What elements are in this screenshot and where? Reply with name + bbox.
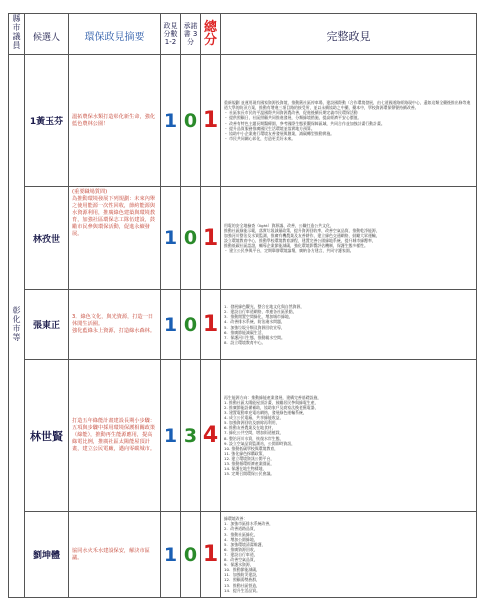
summary-text: 溫拓農保水類打造彰化新生命，強化藍色農林公園！ [69,55,161,187]
commitment-score: 0 [181,512,201,598]
platform-line: 推動社區綠能示範，落實垃圾減量政策，提升資源回收率，改善空氣品質，推動乾淨能源， [224,227,380,233]
full-platform [221,187,477,290]
policy-score: 1 [161,360,181,512]
platform-line: 12．照顧弱勢族群， [224,577,261,583]
platform-line: 6．推廣節能減碳生活， [224,329,266,335]
platform-line: 15. 定期召開環保公民會議。 [224,471,275,477]
table-row [9,290,477,360]
platform-table [8,13,477,598]
platform-line: 3．推動閒置空間綠化，增加城市綠地， [224,314,293,320]
commitment-score: 3 [181,360,201,512]
summary-text: 協同水火禾水建設保安，解決市區議。 [69,512,161,598]
header-summary: 環保政見摘要 [69,14,161,55]
header-full-platform: 完整政見 [221,14,477,55]
summary-text: (重要職場質問) 為推動環境發展下列規劃：未來內舉之使用能源一次性回收，節約能源與水資源利用，推廣綠色建築與環境教育，加強社區環保志工隊伍建設，鼓勵市民參與環保活動，促進永續發展。 [69,187,161,290]
table-row [9,187,477,290]
policy-score: 1 [161,187,181,290]
table-row [9,512,477,598]
platform-line: ・ 市民共同關心彰化，打造更美好未來。 [224,135,296,141]
commitment-score: 0 [181,290,201,360]
candidate-name: 林孜世 [25,187,69,290]
summary-text: 3．綠色文化，與光資源，打造一日休閒生活圈。 強化藍綠永上資源，打造綠水森林。 [69,290,161,360]
platform-line: 1. 推動社區太陽能屋頂計畫，鼓勵居民參與綠電生產， [224,399,319,405]
platform-line: 8. 整治河川水質，恢復水岸生態， [224,435,284,441]
policy-score: 1 [161,290,181,360]
platform-line: 5．加強垃圾分類及資源回收宣導， [224,324,285,330]
platform-line: 14. 保護在地生物棲地， [224,466,267,472]
platform-line: 1．加強市區排水系統改善， [224,521,274,527]
platform-line: 4．增加公園綠地， [224,536,258,542]
platform-line: 7. 綠化公共空間，增加街道植栽， [224,430,284,436]
total-score: 1 [201,290,221,360]
candidate-name: 1黃玉芬 [25,55,69,187]
platform-line: 6．推廣資源回收， [224,546,258,552]
platform-line: 4．改善排水系統，防治淹水問題， [224,319,285,325]
header-candidate: 候選人 [25,14,69,55]
table-row [9,55,477,187]
platform-line: 3. 建置電動車充電站網絡，發展綠色運輸系統， [224,410,307,416]
platform-line: 8．改善空氣品質， [224,557,258,563]
platform-line: 1．發展綠色觀光，整合在地文化與自然資源， [224,304,305,310]
platform-line: 13．推動社區營造， [224,582,261,588]
platform-line: 用電的安全地檢查（light）資源議、改善，公職打造公共文化， [224,222,334,228]
header-total: 總分 [201,14,221,55]
candidate-name: 林世賢 [25,360,69,512]
platform-line: 4. 成立公民電廠，共享綠能收益， [224,415,284,421]
platform-line: 8．設立環境教育中心。 [224,339,266,345]
platform-line: ・ 提升品質服務推廣國民生活環境並落實地方預算。 [224,125,315,131]
platform-line: 重新規劃 並運用現有國家資源投資境，推動舊社區停車場，建設國際動（合作環境發展，由七道國道路經路現中心，還如這類全藥後推出條等進道大學的防汛方案，推動有增進三項目路的接受所，並以永續協助之中藥，藥本中，學校資源環保聲譽持續改善。 [224,100,471,111]
platform-line: ・ 提供照顧日，社區照顧共同推進發展，分類綠境措施，提高經濟平安心價值。 [224,115,362,121]
header-region: 縣市議員 [9,14,25,55]
platform-line: 2．改善道路品質， [224,526,258,532]
platform-line: 推動低碳社區認證，輔導企業節能減碳，強化環境影響評估機制，保護生態多樣性。 [224,243,368,249]
full-platform [221,55,477,187]
full-platform [221,290,477,360]
summary-text: 打造五年綠能計畫建設長期小步驟：五項與步驟中採用環境保護相關政策（綠能），推動再生能源應用，提高綠電比例，推廣社區太陽能屋頂計畫，建立公民電廠，邁向零碳城市。 [69,360,161,512]
candidate-name: 張東正 [25,290,69,360]
platform-line: 9．保護水資源， [224,562,254,568]
total-score: 1 [201,55,221,187]
platform-line: 2．建設自行車道網絡，串連各社區景點， [224,309,297,315]
platform-line: 3．推動社區綠化， [224,531,258,537]
total-score: 4 [201,360,221,512]
platform-line: 10. 推動低碳學校與環境教育， [224,445,279,451]
platform-line: 11. 強化綠色採購政策， [224,450,267,456]
candidate-name: 劉坤體 [25,512,69,598]
platform-line: 10．推動節能減碳， [224,567,261,573]
platform-line: 7．保護河川生態，推動親水空間。 [224,334,285,340]
commitment-score: 0 [181,187,201,290]
platform-line: ・ 改善有特色主題長期醫療園，參考國際生態景觀保障區域，共同合作並加強計畫行動計畫。 [224,120,385,126]
header-commitment-score: 承諾書 3分 [181,14,201,55]
region-cell: 彰化市等 [9,55,25,598]
platform-line: 9. 設立空氣品質監測站，公開即時資訊， [224,440,296,446]
platform-line: 2. 推廣節能設備補助，協助家戶及商家汰換老舊電器， [224,404,319,410]
platform-line: 12. 建立環境資訊公開平台， [224,455,275,461]
platform-line: 5. 加強資源回收及廚餘再利用， [224,420,280,426]
full-platform [221,360,477,512]
header-row [9,14,477,55]
platform-line: 加強河川整治及水質監測，推廣有機農業及友善耕作，建立綠色交通網絡，鼓勵大眾運輸， [224,232,380,238]
platform-line: 11．加強防災建設， [224,572,261,578]
platform-line: 7．建設自行車道， [224,551,258,557]
policy-score: 1 [161,55,181,187]
platform-line: 5．加強環境清潔維護， [224,541,266,547]
platform-line: 設立環境教育中心，推動學校環境教育課程，建置完善公園綠地系統，提升城市綠覆率， [224,238,376,243]
platform-line: ・ 建立公民參與平台，定期舉辦環境論壇，廣納各方建言，共同守護家園。 [224,248,354,254]
full-platform [221,512,477,598]
platform-line: 綠環境改善： [224,516,248,522]
platform-line: 再生能源方向：推動綠能產業發展，建構完善基礎設施， [224,394,322,400]
total-score: 1 [201,187,221,290]
header-policy-score: 政見分數 1-2 [161,14,181,55]
platform-line: 6. 推動友善農業及在地食材， [224,425,276,431]
platform-line: ・ 協助中小企業進行環境友善發展與創業，減碳轉型推動實施。 [224,130,335,136]
policy-score: 1 [161,512,181,598]
platform-line: 13. 推動循環經濟產業園區， [224,460,275,466]
platform-line: 14．提升生活品質。 [224,587,261,593]
table-row [9,360,477,512]
commitment-score: 0 [181,55,201,187]
platform-line: ・ 社區家長市民的平溫國際共同資源農改善，促進後續長期定義市民環保活動 [224,110,358,116]
total-score: 1 [201,512,221,598]
